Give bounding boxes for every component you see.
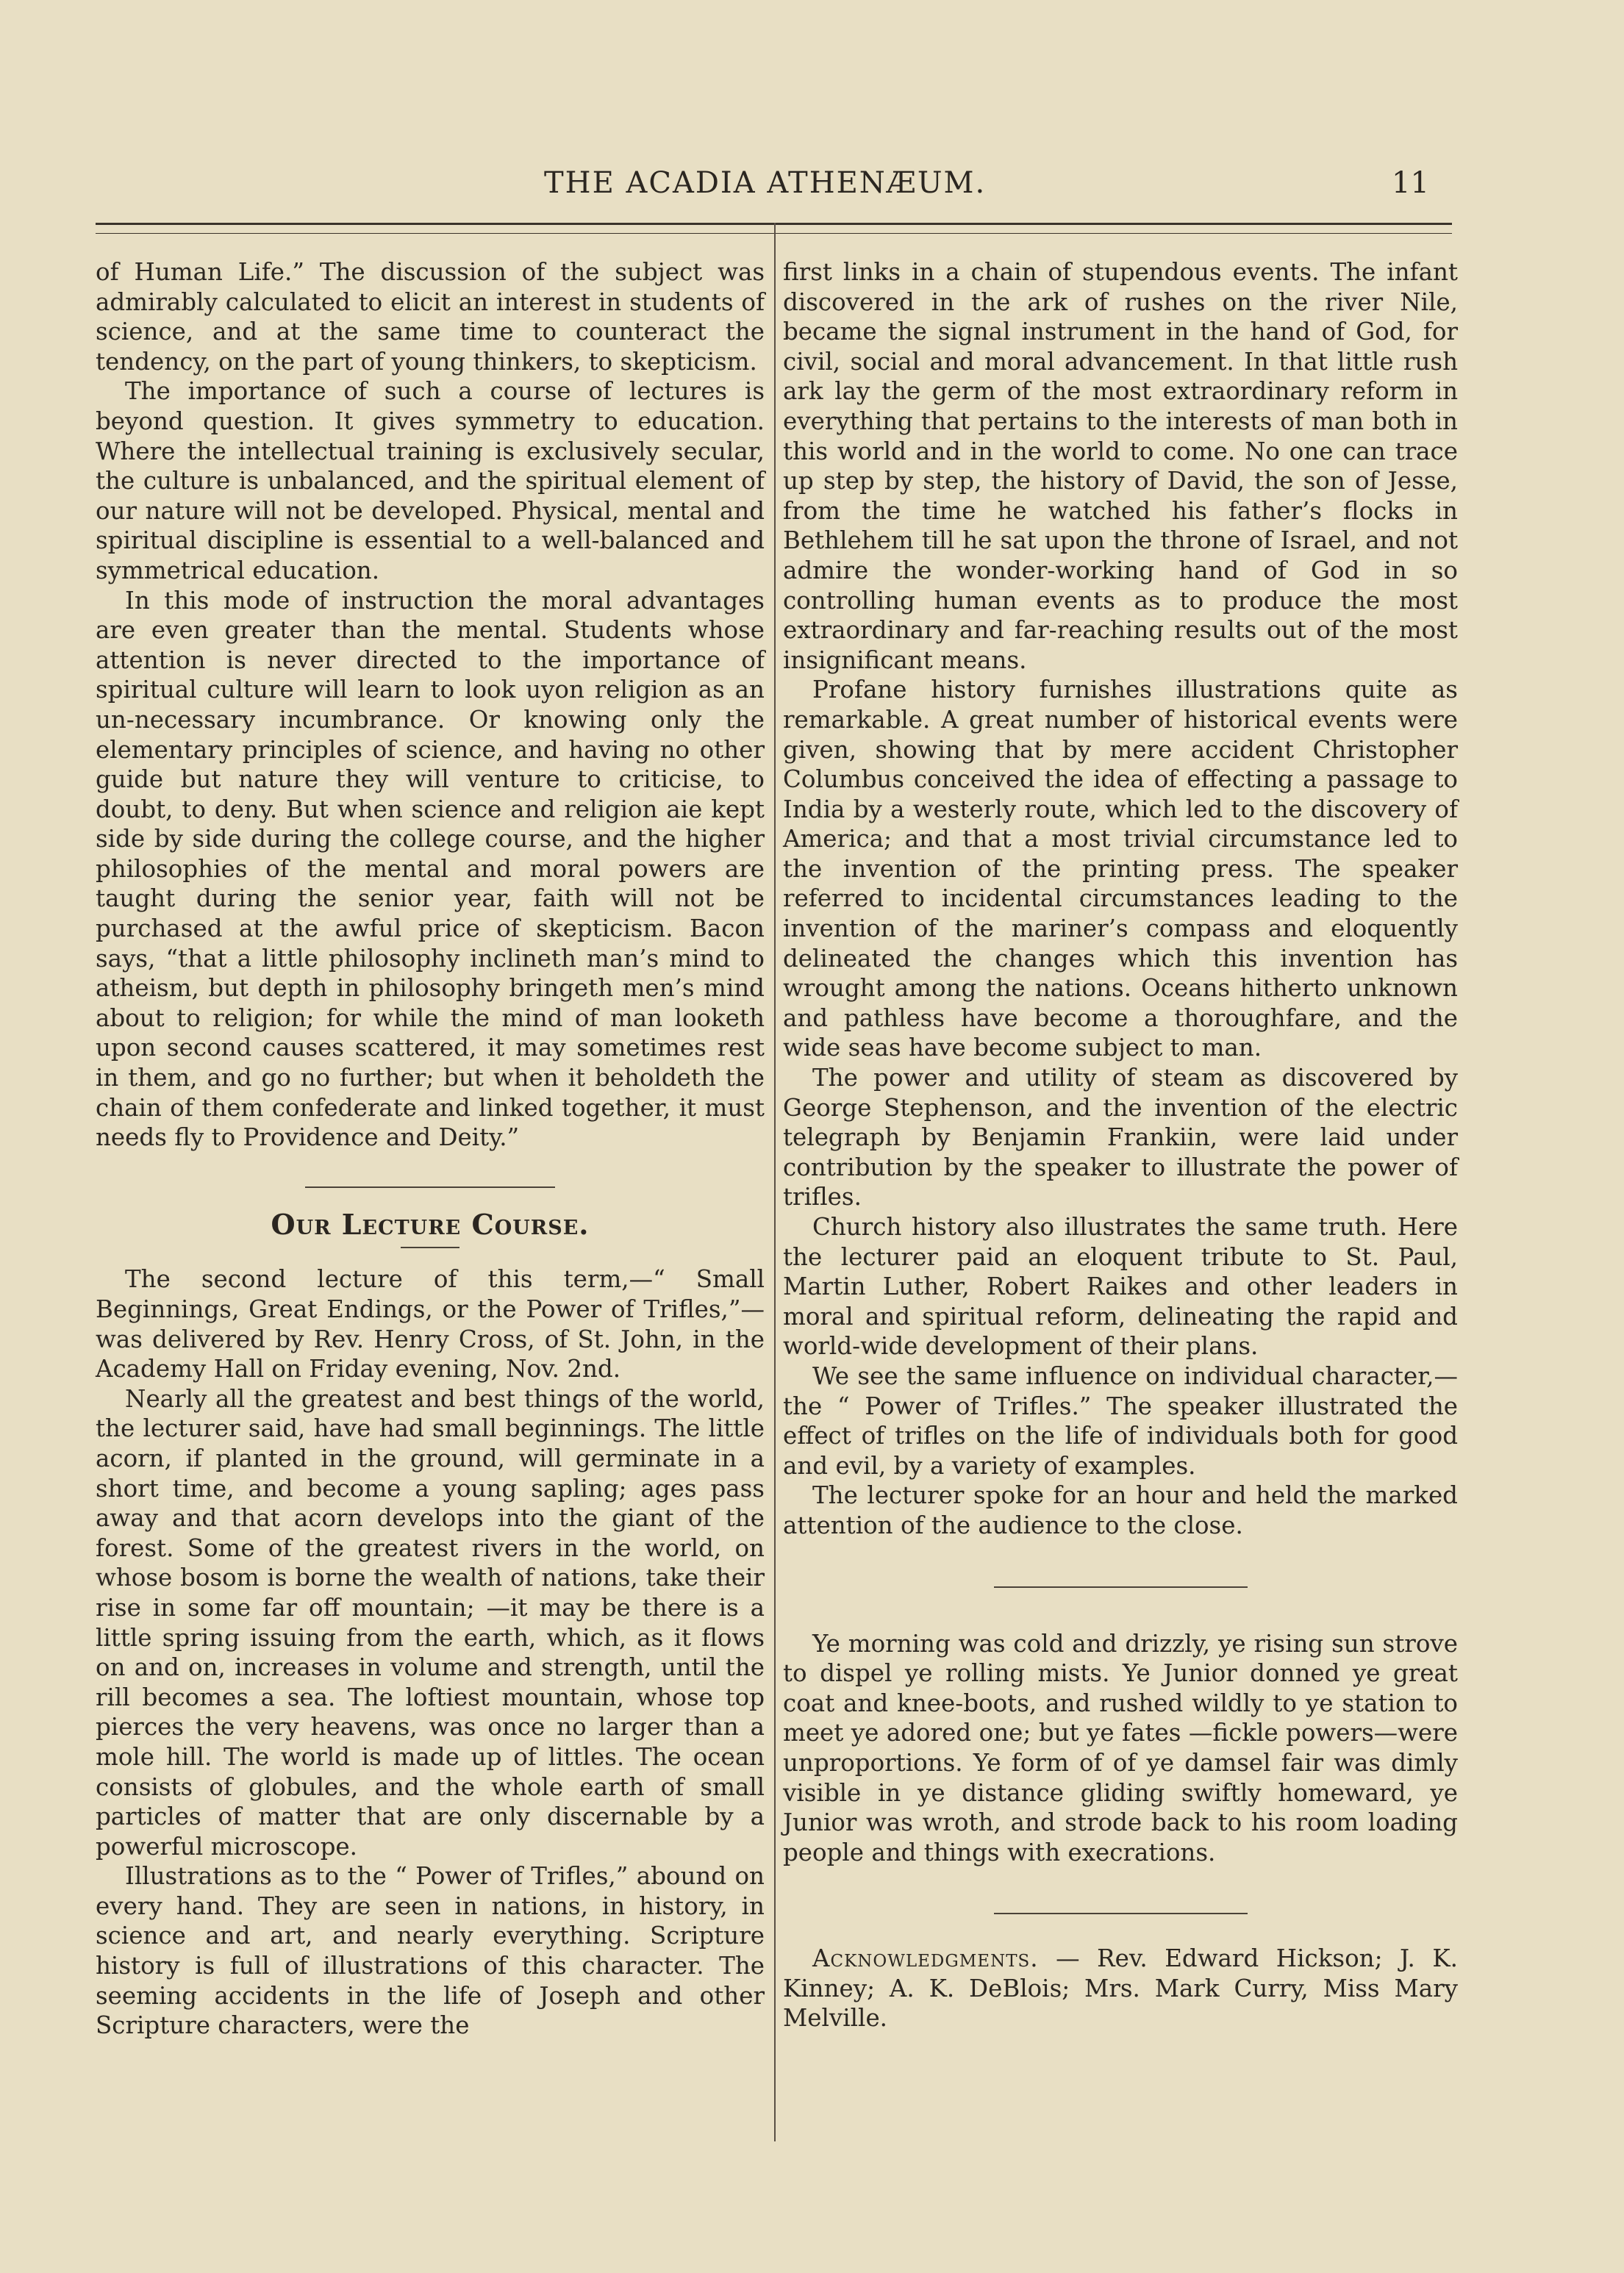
paragraph: Church history also illustrates the same truth. Here the lecturer paid an eloquent tribute to St. Paul, Martin Luther, Robert Raikes and other leaders in moral and spiritual reform, delineating the rapid and world-wide development of their plans. [783, 1213, 1458, 1361]
paragraph: Nearly all the greatest and best things of the world, the lecturer said, have had small beginnings. The little acorn, if planted in the ground, will germinate in a short time, and become a young sapling; ages pass away and that acorn develops into the giant of the forest. Some of the greatest rivers in the world, on whose bosom is borne the wealth of nations, take their rise in some far off mountain; —it may be there is a little spring issuing from the earth, which, as it flows on and on, increases in volume and strength, until the rill becomes a sea. The loftiest mountain, whose top pierces the very heavens, was once no larger than a mole hill. The world is made up of littles. The ocean consists of globules, and the whole earth of small particles of matter that are only discernable by a powerful microscope. [96, 1384, 765, 1861]
section-heading: Our Lecture Course. [271, 1207, 590, 1241]
paragraph: We see the same influence on individual character,—the “ Power of Trifles.” The speaker illustrated the effect of trifles on the life of individuals both for good and evil, by a variety of examples. [783, 1361, 1458, 1480]
section-divider [994, 1913, 1248, 1914]
paragraph: Illustrations as to the “ Power of Trifles,” abound on every hand. They are seen in nations, in history, in science and art, and nearly everything. Scripture history is full of illustrations of this character. The seeming accidents in the life of Joseph and other Scripture characters, were the [96, 1862, 765, 2040]
publication-title: THE ACADIA ATHENÆUM. [544, 166, 987, 200]
acknowledgments-text: — Rev. Edward Hickson; J. K. Kinney; A. K. DeBlois; Mrs. Mark Curry, Miss Mary Melville. [783, 1944, 1458, 2033]
paragraph: The second lecture of this term,—“ Small Beginnings, Great Endings, or the Power of Trifles,”—was delivered by Rev. Henry Cross, of St. John, in the Academy Hall on Friday evening, Nov. 2nd. [96, 1265, 765, 1384]
paragraph: Profane history furnishes illustrations quite as remarkable. A great number of historical events were given, showing that by mere accident Christopher Columbus conceived the idea of effecting a passage to India by a westerly route, which led to the discovery of America; and that a most trivial circumstance led to the invention of the printing press. The speaker referred to incidental circumstances leading to the invention of the mariner’s compass and eloquently delineated the changes which this invention has wrought among the nations. Oceans hitherto unknown and pathless have become a thoroughfare, and the wide seas have become subject to man. [783, 676, 1458, 1062]
running-head [0, 166, 1624, 203]
heading-underline [401, 1247, 459, 1248]
left-column [96, 257, 765, 2041]
column-divider [774, 223, 776, 2141]
paragraph: The power and utility of steam as discovered by George Stephenson, and the invention of the electric telegraph by Benjamin Frankiin, were laid under contribution by the speaker to illustrate the power of trifles. [783, 1064, 1458, 1211]
paragraph: The lecturer spoke for an hour and held the marked attention of the audience to the close. [783, 1481, 1458, 1539]
paragraph: The importance of such a course of lectures is beyond question. It gives symmetry to education. Where the intellectual training is exclusively secular, the culture is unbalanced, and the spiritual element of our nature will not be developed. Physical, mental and spiritual discipline is essential to a well-balanced and symmetrical education. [96, 377, 765, 584]
paragraph: of Human Life.” The discussion of the subject was admirably calculated to elicit an interest in students of science, and at the same time to counteract the tendency, on the part of young thinkers, to skepticism. [96, 258, 765, 376]
acknowledgments [783, 1944, 1458, 2033]
section-divider [305, 1186, 555, 1188]
anecdote-paragraph: Ye morning was cold and drizzly, ye rising sun strove to dispel ye rolling mists. Ye Junior donned ye great coat and knee-boots, and rushed wildly to ye station to meet ye adored one; but ye fates —fickle powers—were unproportions. Ye form of of ye damsel fair was dimly visible in ye distance gliding swiftly homeward, ye Junior was wroth, and strode back to his room loading people and things with execrations. [783, 1629, 1458, 1866]
section-divider [994, 1586, 1248, 1588]
page-number: 11 [1392, 166, 1429, 200]
acknowledgments-label: Acknowledgments. [812, 1944, 1039, 1973]
paragraph: first links in a chain of stupendous events. The infant discovered in the ark of rushes on the river Nile, became the signal instrument in the hand of God, for civil, social and moral advancement. In that little rush ark lay the germ of the most extraordinary reform in everything that pertains to the interests of man both in this world and in the world to come. No one can trace up step by step, the history of David, the son of Jesse, from the time he watched his father’s flocks in Bethlehem till he sat upon the throne of Israel, and not admire the wonder-working hand of God in so controlling human events as to produce the most extraordinary and far-reaching results out of the most insignificant means. [783, 258, 1458, 674]
paragraph: In this mode of instruction the moral advantages are even greater than the mental. Students whose attention is never directed to the importance of spiritual culture will learn to look uyon religion as an un-necessary incumbrance. Or knowing only the elementary principles of science, and having no other guide but nature they will venture to criticise, to doubt, to deny. But when science and religion aie kept side by side during the college course, and the higher philosophies of the mental and moral powers are taught during the senior year, faith will not be purchased at the awful price of skepticism. Bacon says, “that a little philosophy inclineth man’s mind to atheism, but depth in philosophy bringeth men’s mind about to religion; for while the mind of man looketh upon second causes scattered, it may sometimes rest in them, and go no further; but when it beholdeth the chain of them confederate and linked together, it must needs fly to Providence and Deity.” [96, 586, 765, 1152]
right-column [783, 257, 1458, 2033]
